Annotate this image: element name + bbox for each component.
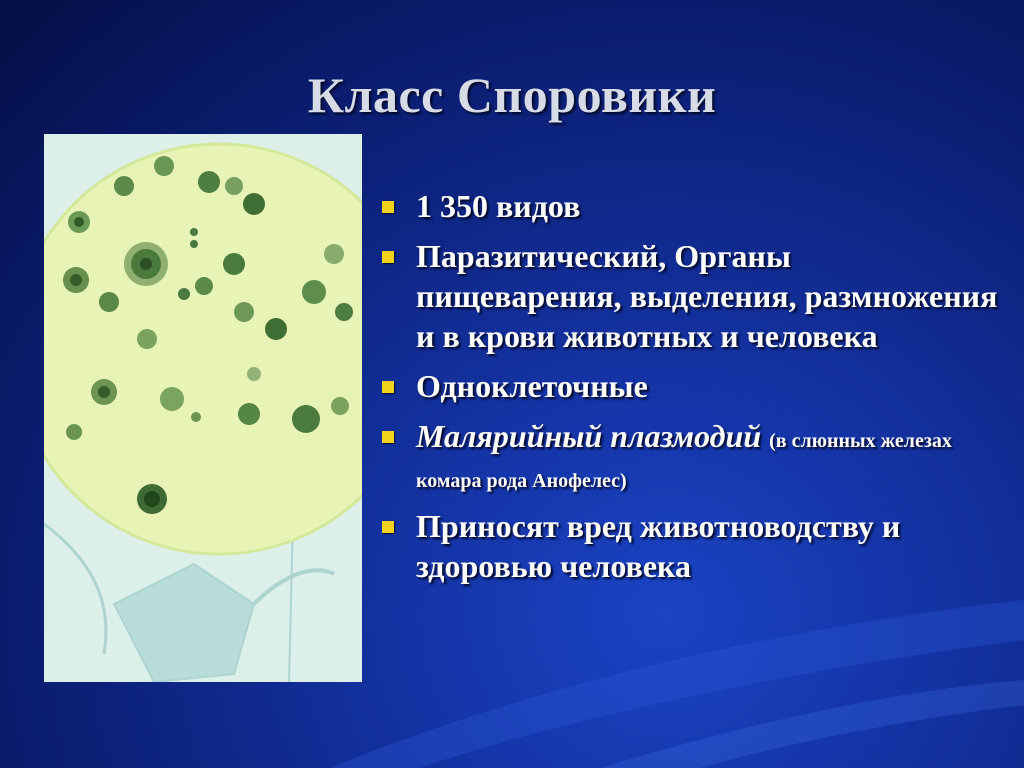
bullet-text: Паразитический, Органы пищеварения, выделения, размножения и в крови животных и человека [416,238,998,354]
microscope-organisms-illustration [44,134,362,682]
bullet-marker [382,521,394,533]
bullet-list [380,186,1000,596]
bullet-harm [380,506,1000,586]
bullet-unicellular [380,366,1000,406]
bullet-text: Одноклеточные [416,368,648,404]
bullet-parasitic [380,236,1000,356]
bullet-marker [382,201,394,213]
bullet-note: (в слюнных железах комара рода Анофелес) [416,430,952,492]
bullet-plasmodium [380,416,1000,496]
bullet-marker [382,431,394,443]
bullet-marker [382,251,394,263]
slide-title: Класс Споровики [307,67,717,123]
bullet-species-count [380,186,1000,226]
bullet-marker [382,381,394,393]
bullet-text: Приносят вред животноводству и здоровью человека [416,508,901,584]
bullet-text-italic: Малярийный плазмодий [416,418,762,454]
bullet-text: 1 350 видов [416,188,581,224]
